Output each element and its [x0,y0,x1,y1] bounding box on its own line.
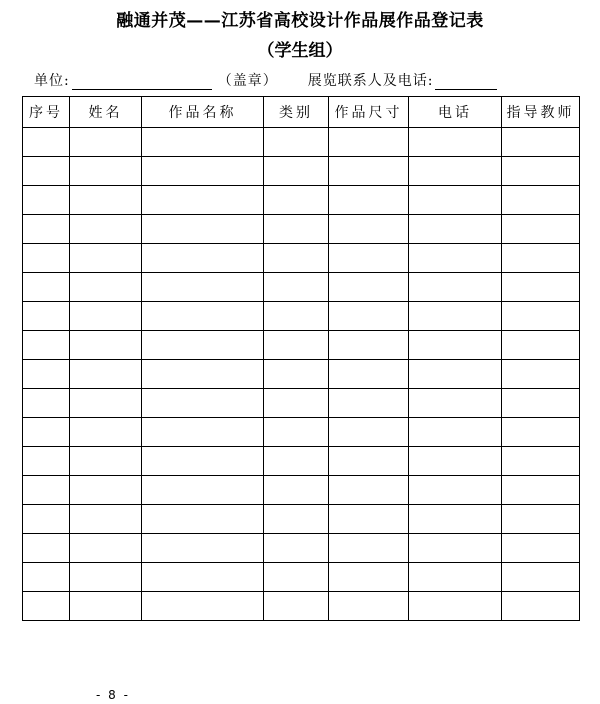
table-row [23,128,580,157]
table-cell[interactable] [23,563,70,592]
table-cell[interactable] [409,534,502,563]
contact-blank-field[interactable] [435,73,497,90]
table-cell[interactable] [502,447,580,476]
table-cell[interactable] [70,447,142,476]
table-cell[interactable] [142,360,264,389]
table-row [23,186,580,215]
table-cell[interactable] [264,389,329,418]
table-cell[interactable] [23,331,70,360]
table-cell[interactable] [329,331,409,360]
table-row [23,244,580,273]
table-cell[interactable] [23,215,70,244]
column-header-index: 序号 [23,97,70,128]
unit-blank-field[interactable] [72,73,212,90]
table-cell[interactable] [264,244,329,273]
table-row [23,476,580,505]
table-cell[interactable] [23,389,70,418]
table-cell[interactable] [70,592,142,621]
table-cell[interactable] [264,302,329,331]
table-cell[interactable] [142,215,264,244]
column-header-name: 姓名 [70,97,142,128]
table-cell[interactable] [502,331,580,360]
seal-label: （盖章） [217,73,278,89]
table-cell[interactable] [23,592,70,621]
table-cell[interactable] [23,447,70,476]
table-cell[interactable] [70,215,142,244]
table-cell[interactable] [409,447,502,476]
document-title: 融通并茂——江苏省高校设计作品展作品登记表 [116,11,484,31]
table-cell[interactable] [70,505,142,534]
table-cell[interactable] [329,128,409,157]
table-cell[interactable] [70,331,142,360]
table-cell[interactable] [142,534,264,563]
table-row [23,534,580,563]
table-cell[interactable] [23,128,70,157]
table-cell[interactable] [502,563,580,592]
table-cell[interactable] [23,244,70,273]
table-cell[interactable] [264,592,329,621]
table-row [23,592,580,621]
table-cell[interactable] [502,157,580,186]
unit-info-line [34,70,497,90]
table-cell[interactable] [502,302,580,331]
table-cell[interactable] [142,128,264,157]
table-cell[interactable] [142,447,264,476]
column-header-advisor: 指导教师 [502,97,580,128]
table-cell[interactable] [23,476,70,505]
table-cell[interactable] [23,302,70,331]
column-header-work-title: 作品名称 [142,97,264,128]
table-row [23,563,580,592]
table-cell[interactable] [409,215,502,244]
table-row [23,505,580,534]
table-cell[interactable] [70,273,142,302]
table-cell[interactable] [23,360,70,389]
table-cell[interactable] [264,186,329,215]
table-cell[interactable] [502,215,580,244]
table-cell[interactable] [409,331,502,360]
table-cell[interactable] [142,244,264,273]
table-row [23,418,580,447]
table-row [23,157,580,186]
table-header-row [23,97,580,128]
table-cell[interactable] [142,476,264,505]
table-cell[interactable] [70,302,142,331]
table-cell[interactable] [264,215,329,244]
table-cell[interactable] [329,302,409,331]
table-cell[interactable] [409,360,502,389]
table-cell[interactable] [409,128,502,157]
table-cell[interactable] [409,186,502,215]
table-cell[interactable] [70,418,142,447]
column-header-phone: 电话 [409,97,502,128]
table-cell[interactable] [142,186,264,215]
document-subtitle: （学生组） [257,41,343,61]
table-cell[interactable] [409,389,502,418]
table-cell[interactable] [70,128,142,157]
table-cell[interactable] [409,592,502,621]
table-cell[interactable] [142,592,264,621]
table-cell[interactable] [409,476,502,505]
table-cell[interactable] [502,360,580,389]
table-cell[interactable] [329,157,409,186]
table-cell[interactable] [329,244,409,273]
table-cell[interactable] [329,186,409,215]
table-cell[interactable] [70,476,142,505]
table-cell[interactable] [23,273,70,302]
contact-label: 展览联系人及电话: [307,73,434,89]
table-cell[interactable] [329,447,409,476]
table-cell[interactable] [502,273,580,302]
table-cell[interactable] [329,418,409,447]
table-cell[interactable] [23,505,70,534]
table-cell[interactable] [409,418,502,447]
table-cell[interactable] [70,534,142,563]
table-cell[interactable] [142,302,264,331]
unit-label: 单位: [34,73,70,89]
table-cell[interactable] [329,505,409,534]
table-cell[interactable] [409,157,502,186]
table-cell[interactable] [142,505,264,534]
table-cell[interactable] [409,505,502,534]
table-cell[interactable] [142,331,264,360]
table-row [23,447,580,476]
table-cell[interactable] [409,563,502,592]
table-cell[interactable] [264,476,329,505]
table-body [23,128,580,621]
table-cell[interactable] [264,534,329,563]
table-cell[interactable] [264,447,329,476]
table-cell[interactable] [23,534,70,563]
table-cell[interactable] [142,389,264,418]
table-cell[interactable] [502,128,580,157]
table-cell[interactable] [142,563,264,592]
table-cell[interactable] [409,302,502,331]
table-cell[interactable] [70,389,142,418]
table-row [23,360,580,389]
table-cell[interactable] [502,418,580,447]
table-cell[interactable] [264,505,329,534]
registration-table [22,96,580,621]
table-cell[interactable] [70,360,142,389]
table-cell[interactable] [142,157,264,186]
page-number: - 8 - [96,688,130,702]
table-cell[interactable] [502,592,580,621]
table-row [23,273,580,302]
table-cell[interactable] [329,534,409,563]
table-cell[interactable] [23,186,70,215]
table-row [23,302,580,331]
table-cell[interactable] [23,418,70,447]
table-cell[interactable] [502,505,580,534]
table-cell[interactable] [23,157,70,186]
table-cell[interactable] [409,244,502,273]
table-cell[interactable] [329,360,409,389]
table-cell[interactable] [329,592,409,621]
table-row [23,389,580,418]
table-cell[interactable] [329,389,409,418]
table-row [23,215,580,244]
table-cell[interactable] [409,273,502,302]
table-cell[interactable] [502,534,580,563]
table-cell[interactable] [70,157,142,186]
table-cell[interactable] [142,273,264,302]
table-cell[interactable] [329,476,409,505]
table-cell[interactable] [264,273,329,302]
column-header-work-size: 作品尺寸 [329,97,409,128]
table-cell[interactable] [502,389,580,418]
table-cell[interactable] [264,360,329,389]
table-cell[interactable] [329,563,409,592]
table-cell[interactable] [264,157,329,186]
table-cell[interactable] [264,563,329,592]
table-cell[interactable] [502,186,580,215]
table-cell[interactable] [329,215,409,244]
table-cell[interactable] [264,331,329,360]
table-cell[interactable] [70,563,142,592]
table-cell[interactable] [502,476,580,505]
table-cell[interactable] [264,128,329,157]
column-header-category: 类别 [264,97,329,128]
table-cell[interactable] [264,418,329,447]
table-cell[interactable] [70,186,142,215]
table-cell[interactable] [502,244,580,273]
table-row [23,331,580,360]
table-cell[interactable] [142,418,264,447]
table-cell[interactable] [329,273,409,302]
table-cell[interactable] [70,244,142,273]
